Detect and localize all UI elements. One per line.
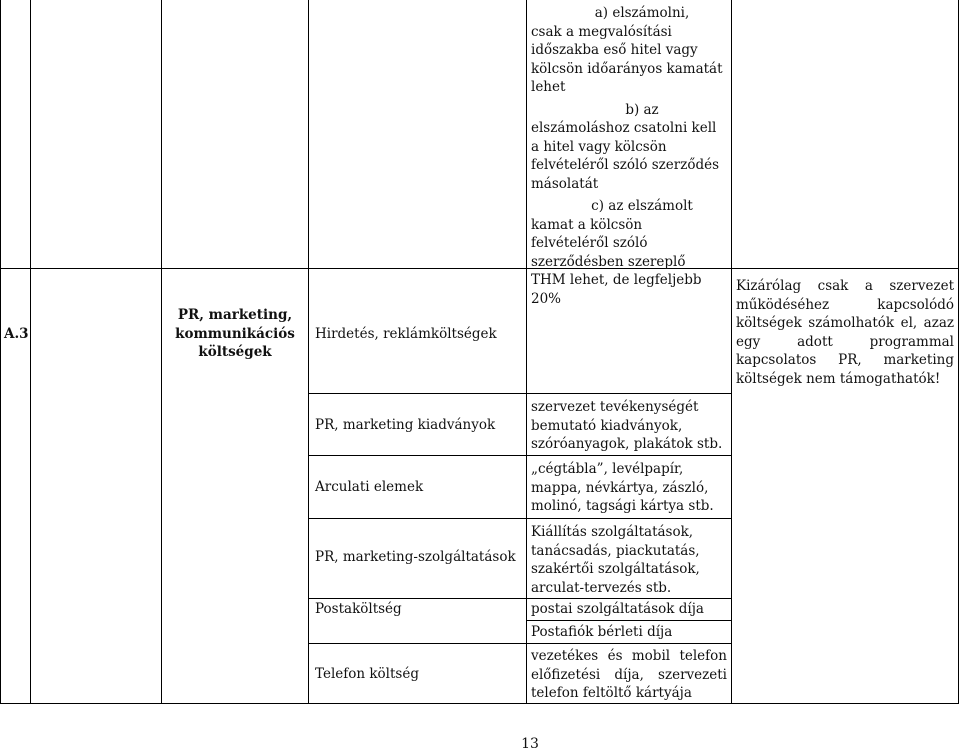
row-desc-identity: „cégtábla”, levélpapír, mappa, névkártya, zászló, molinó, tagsági kártya stb. (531, 461, 714, 514)
item-b-heading: b) az (625, 101, 659, 118)
vline-code (30, 0, 31, 704)
item-c-text: kamat a kölcsön felvételéről szóló szerződésben szereplő THM lehet, de legfeljebb 20% (531, 216, 702, 307)
row-item-ads: Hirdetés, reklámköltségek (315, 326, 497, 342)
hline-row2 (308, 455, 732, 456)
row-item-postage: Postaköltség (315, 601, 402, 617)
item-a-heading: a) elszámolni, (594, 5, 690, 21)
row-item-phone: Telefon költség (315, 666, 419, 682)
section-note: Kizárólag csak a szervezet működéséhez kapcsolódó költségek számolhatók el, azaz egy adott programmal kapcsolatos PR, marketing költségek nem támogathatók! (736, 278, 954, 387)
row-desc-phone: vezetékes és mobil telefon előfizetési díja, szervezeti telefon feltöltő kártyája (531, 648, 727, 701)
hline-row5 (526, 620, 732, 621)
hline-row1 (308, 393, 732, 394)
hline-bottom (0, 703, 959, 704)
top-cell (531, 4, 723, 308)
vline-right (958, 0, 959, 704)
row-desc-po-box: Postafiók bérleti díja (531, 624, 673, 640)
hline-section-top (0, 268, 959, 269)
row-item-pr-publications: PR, marketing kiadványok (315, 417, 496, 433)
row-item-identity: Arculati elemek (315, 479, 424, 495)
row-desc-pr-services: Kiállítás szolgáltatások, tanácsadás, piackutatás, szakértői szolgáltatások, arculat-tervezés stb. (531, 524, 700, 596)
hline-row4 (308, 598, 732, 599)
item-c-heading: c) az elszámolt (591, 198, 693, 214)
section-code: A.3 (4, 326, 29, 342)
hline-row5b (308, 643, 732, 644)
vline-left (0, 0, 1, 704)
row-item-pr-services: PR, marketing-szolgáltatások (315, 549, 516, 565)
vline-title (161, 0, 162, 704)
page-number: 13 (521, 736, 539, 752)
item-a-text: csak a megvalósítási időszakba eső hitel vagy kölcsön időarányos kamatát lehet (531, 23, 723, 95)
hline-row3 (308, 518, 732, 519)
row-desc-pr-publications: szervezet tevékenységét bemutató kiadványok, szóróanyagok, plakátok stb. (531, 399, 723, 452)
item-b-text: elszámoláshoz csatolni kell a hitel vagy kölcsön felvételéről szóló szerződés másolatát (531, 120, 720, 192)
section-title: PR, marketing, kommunikációs költségek (175, 307, 295, 360)
row-desc-postage: postai szolgáltatások díja (531, 601, 704, 617)
